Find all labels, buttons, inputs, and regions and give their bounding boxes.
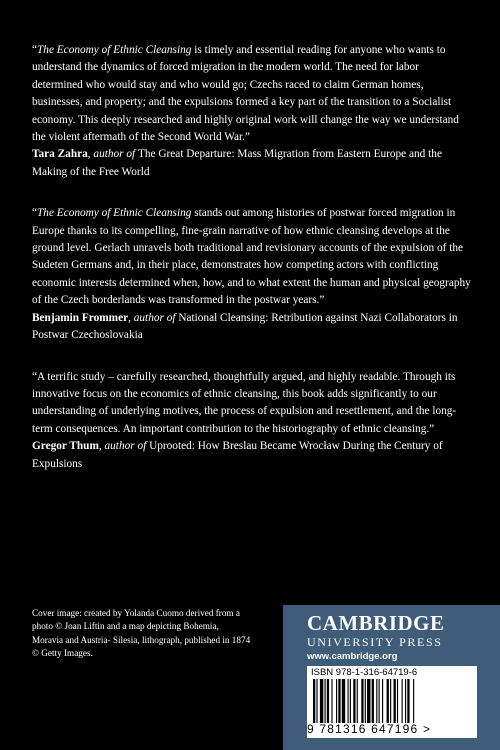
book-title: The Economy of Ethnic Cleansing	[37, 44, 192, 56]
cover-image-credit: Cover image: created by Yolanda Cuomo derived from a photo © Joan Liftin and a map depicting Bohemia, Moravia and Austria- Silesia, lithograph, published in 1874 © Getty Images.	[32, 608, 251, 659]
barcode-bar	[367, 679, 370, 723]
barcode-bar	[372, 679, 374, 723]
isbn-label: ISBN 978-1-316-64719-6	[311, 667, 418, 678]
barcode-bar	[316, 679, 317, 723]
barcode	[307, 666, 477, 738]
barcode-bar	[397, 679, 398, 723]
barcode-bar	[357, 679, 358, 723]
barcode-bar	[361, 679, 363, 723]
barcode-bar	[353, 679, 355, 723]
endorsement-3	[32, 369, 472, 473]
barcode-bar	[336, 679, 337, 723]
barcode-bar	[320, 679, 323, 723]
publisher-name: CAMBRIDGE	[307, 611, 445, 635]
barcode-bar	[402, 679, 403, 723]
author-name: Gregor Thum	[32, 440, 99, 453]
barcode-bar	[376, 679, 377, 723]
barcode-bar	[348, 679, 349, 723]
barcode-bar	[379, 679, 380, 723]
author-name: Tara Zahra	[32, 148, 88, 161]
quote-text: “The Economy of Ethnic Cleansing is timely and essential reading for anyone who wants to understand the dynamics of forced migration in the modern world. The need for labor determined who would stay and who would go; Czechs raced to claim German homes, businesses, and property; and the expulsions formed a key part of the transition to a Socialist economy. This deeply researched and highly original work will change the way we understand the violent aftermath of the Second World War.”	[32, 44, 459, 144]
barcode-bars-icon	[313, 679, 471, 723]
endorsements	[32, 42, 472, 497]
barcode-bar	[331, 679, 332, 723]
barcode-bar	[405, 679, 406, 723]
endorsement-1	[32, 42, 472, 181]
barcode-bar	[338, 679, 340, 723]
barcode-bar	[407, 679, 409, 723]
quote-text: “A terrific study – carefully researched, thoughtfully argued, and highly readable. Through its innovative focus on the economics of ethnic cleansing, this book adds significantly to our understanding of underlying motives, the process of expulsion and resettlement, and the long-term consequences. An important contribution to the historiography of ethnic cleansing.”	[32, 370, 457, 435]
book-title: The Economy of Ethnic Cleansing	[37, 207, 192, 220]
barcode-bar	[387, 679, 389, 723]
barcode-bar	[327, 679, 329, 723]
barcode-bar	[350, 679, 351, 723]
barcode-bar	[394, 679, 396, 723]
author-work: Uprooted: How Breslau Became Wrocław During the Century of Expulsions	[32, 440, 443, 470]
author-work: The Great Departure: Mass Migration from Eastern Europe and the Making of the Free World	[32, 148, 442, 178]
endorsement-2	[32, 205, 472, 344]
publisher-press: UNIVERSITY PRESS	[307, 635, 443, 649]
barcode-bar	[390, 679, 391, 723]
publisher-url: www.cambridge.org	[307, 651, 398, 662]
barcode-bar	[325, 679, 326, 723]
quote-attribution: Gregor Thum, author of Uprooted: How Breslau Became Wrocław During the Century of Expulsions	[32, 440, 443, 470]
barcode-bar	[413, 679, 414, 723]
author-work: National Cleansing: Retribution against Nazi Collaborators in Postwar Czechoslovakia	[32, 311, 458, 342]
quote-attribution: Benjamin Frommer, author of National Cleansing: Retribution against Nazi Collaborators in Postwar Czechoslovakia	[32, 311, 458, 342]
barcode-bar	[342, 679, 345, 723]
quote-text: “The Economy of Ethnic Cleansing stands out among histories of postwar forced migration in Europe thanks to its compelling, fine-grain narrative of how ethnic cleansing develops at the ground level. Gerlach unravels both traditional and revisionary accounts of the expulsion of the Sudeten Germans and, in their place, demonstrates how competing actors with conflicting economic interests determined when, how, and to what extent the human and physical geography of the Czech borderlands was transformed in the postwar years.”	[32, 207, 471, 307]
barcode-bar	[313, 679, 315, 723]
quote-attribution: Tara Zahra, author of The Great Departure: Mass Migration from Eastern Europe and the Making of the Free World	[32, 148, 442, 178]
barcode-bar	[382, 679, 383, 723]
author-name: Benjamin Frommer	[32, 311, 129, 324]
barcode-bar	[365, 679, 366, 723]
barcode-digits: 9 781316 647196 >	[307, 722, 432, 736]
